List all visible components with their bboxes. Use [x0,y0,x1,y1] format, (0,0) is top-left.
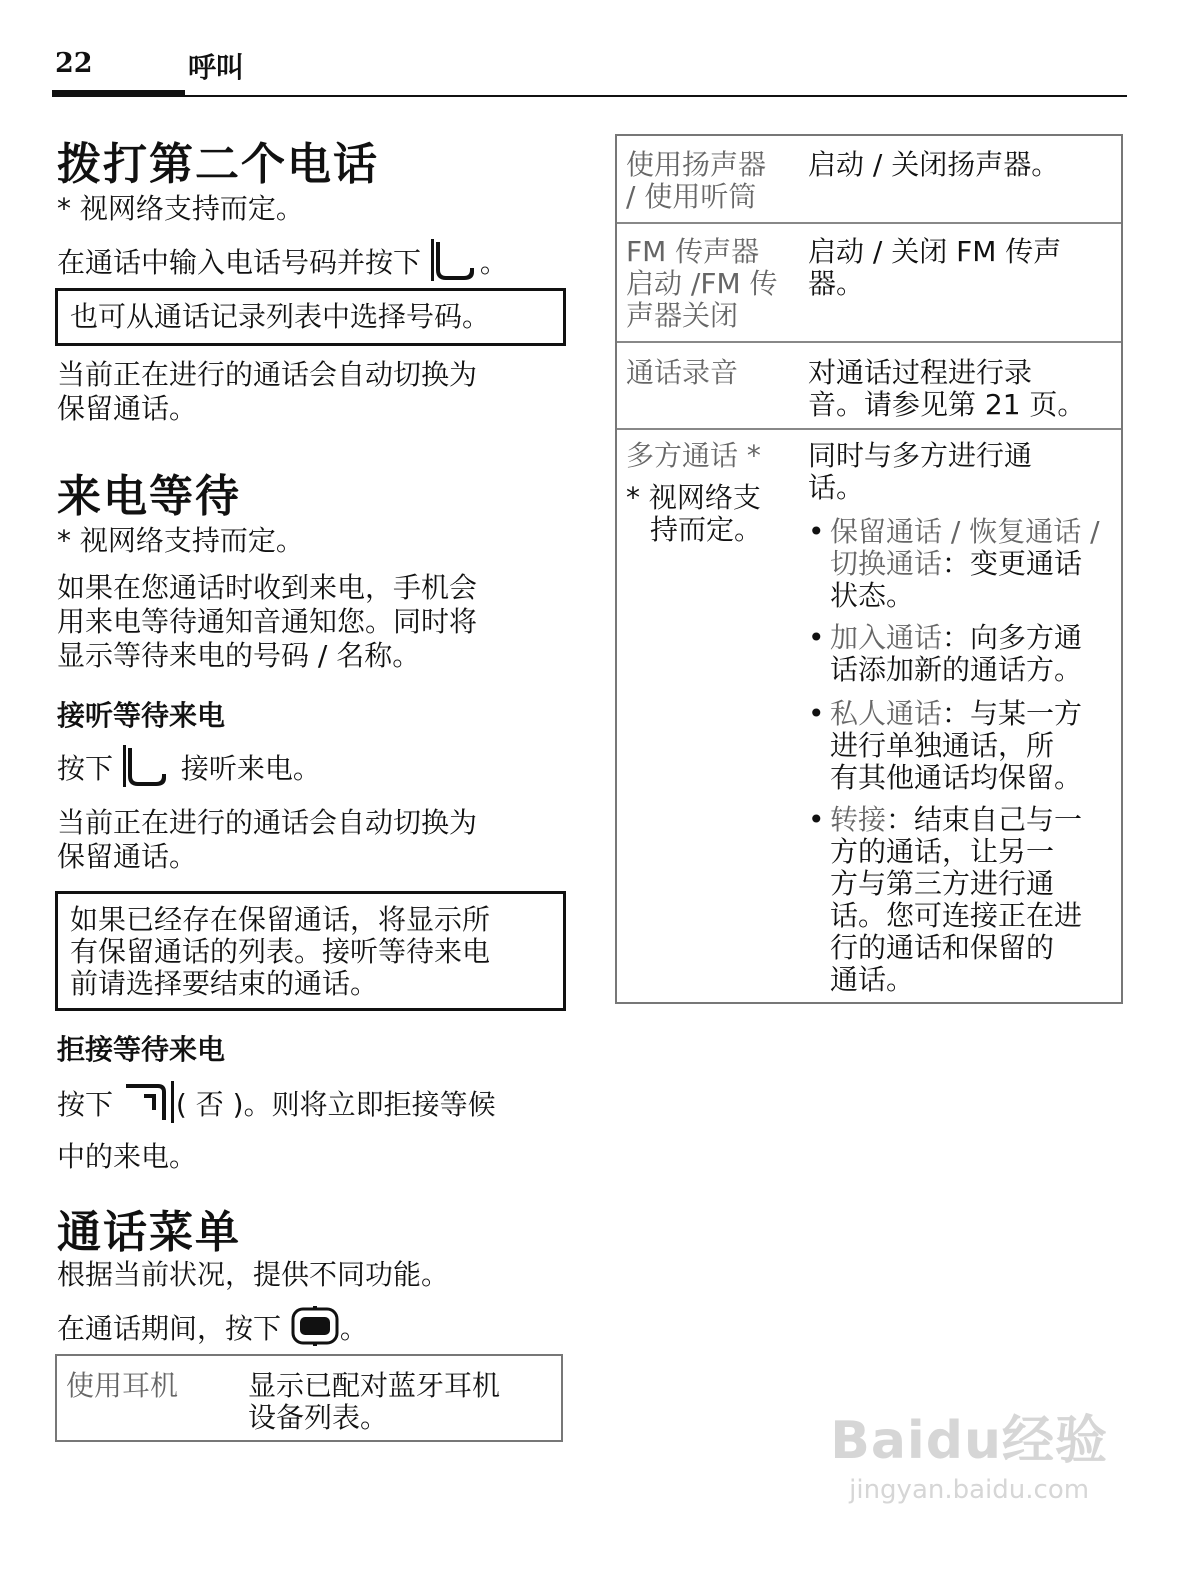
bullet-term: 加入通话 [830,621,943,654]
bullet-text: 话添加新的通话方。 [830,653,1083,686]
answer-instruction-end: 接听来电。 [180,752,321,785]
para-line: 当前正在进行的通话会自动切换为 [57,806,478,839]
auto-hold-para-1 [57,358,477,426]
table-row-conference [617,430,1121,1002]
running-head: 呼叫 [188,51,245,84]
reject-instruction-end: ( 否 )。则将立即拒接等候 [175,1088,496,1121]
para-line: 保留通话。 [57,392,198,425]
baidu-watermark [830,1398,1108,1505]
record-label: 通话录音 [626,356,739,389]
section-title-call-waiting: 来电等待 [57,471,241,522]
dial-instruction-text: 在通话中输入电话号码并按下 [57,246,422,279]
reject-instruction [57,1080,496,1174]
para-line: 用来电等待通知音通知您。同时将 [57,605,478,638]
section-title-second-call: 拨打第二个电话 [57,139,379,190]
network-note: * 视网络支持而定。 [57,524,304,557]
note-box-held-calls [55,891,566,1011]
desc-line: 显示已配对蓝牙耳机 [248,1369,501,1402]
bullet-term: 切换通话 [830,547,943,580]
note-line: 如果已经存在保留通话，将显示所 [70,903,491,936]
note-line: 前请选择要结束的通话。 [70,967,379,1000]
headset-desc [248,1370,500,1434]
call-menu-intro: 根据当前状况，提供不同功能。 [57,1258,450,1291]
note-line: 有保留通话的列表。接听等待来电 [70,935,491,968]
para-line: 如果在您通话时收到来电，手机会 [57,571,478,604]
header-rule [52,95,1127,97]
answer-instruction [57,744,321,796]
bullet-text: ：变更通话 [942,547,1083,580]
bullet-transfer [808,803,1083,996]
bullet-hold-resume-swap [808,515,1100,612]
desc-line: 话。 [808,471,865,504]
label-line: 声器关闭 [626,299,739,332]
bullet-text: 有其他通话均保留。 [830,761,1083,794]
section-title-call-menu: 通话菜单 [57,1207,241,1258]
bullet-text: ：结束自己与一 [886,803,1083,836]
call-key-icon [122,744,172,796]
end-key-icon [122,1080,176,1132]
bullet-text: 方的通话，让另一 [830,835,1055,868]
fm-label [626,236,778,332]
dial-instruction-end: 。 [479,246,508,279]
call-menu-table [615,134,1123,1004]
call-key-icon [430,238,480,290]
network-note: * 视网络支持而定。 [57,192,304,225]
bullet-text: 状态。 [830,579,915,612]
desc-line: 同时与多方进行通 [808,439,1033,472]
bullet-term: 保留通话 / 恢复通话 / [830,515,1100,548]
bullet-text: 方与第三方进行通 [830,867,1055,900]
menu-key-instruction [57,1306,368,1354]
note-line: 持而定。 [650,513,763,546]
bullet-text: 进行单独通话，所 [830,729,1055,762]
note-line: * 视网络支 [626,481,761,514]
bullet-join-call [808,621,1083,686]
conference-intro [808,440,1032,504]
headset-table [55,1354,563,1442]
label-line: FM 传声器 [626,235,760,268]
bullet-text: ：与某一方 [942,697,1083,730]
bullet-term: 私人通话 [830,697,943,730]
menu-instruction-text: 在通话期间，按下 [57,1312,282,1345]
auto-hold-para-2 [57,806,477,874]
fm-desc [808,236,1061,300]
conference-label: 多方通话 * [626,439,761,472]
table-row [617,343,1121,430]
menu-instruction-end: 。 [339,1312,368,1345]
page-number: 22 [55,48,93,79]
bullet-text: 行的通话和保留的 [830,931,1055,964]
reject-instruction-line2: 中的来电。 [57,1140,198,1173]
table-row [617,224,1121,343]
headset-label: 使用耳机 [66,1369,179,1402]
bullet-dot: • [808,621,825,654]
note-box-call-log: 也可从通话记录列表中选择号码。 [55,288,566,346]
bullet-dot: • [808,515,825,548]
label-line: / 使用听筒 [626,180,757,213]
bullet-text: ：向多方通 [942,621,1083,654]
subheading-reject-waiting: 拒接等待来电 [57,1033,226,1066]
desc-line: 音。请参见第 21 页。 [808,388,1086,421]
desc-line: 对通话过程进行录 [808,356,1033,389]
subheading-answer-waiting: 接听等待来电 [57,699,226,732]
answer-instruction-text: 按下 [57,752,114,785]
bullet-text: 话。您可连接正在进 [830,899,1083,932]
speaker-desc: 启动 / 关闭扬声器。 [808,148,1060,181]
bullet-term: 转接 [830,803,887,836]
bullet-dot: • [808,803,825,836]
desc-line: 设备列表。 [248,1401,389,1434]
menu-key-icon [290,1306,340,1354]
watermark-main: Baidu经验 [830,1411,1108,1471]
bullet-private-call [808,697,1083,794]
record-desc [808,357,1085,421]
speaker-label [626,149,766,213]
label-line: 使用扬声器 [626,148,767,181]
watermark-sub: jingyan.baidu.com [849,1475,1090,1505]
table-row [617,136,1121,224]
call-waiting-para [57,571,477,673]
desc-line: 器。 [808,267,865,300]
bullet-dot: • [808,697,825,730]
para-line: 保留通话。 [57,840,198,873]
label-line: 启动 /FM 传 [626,267,778,300]
dial-instruction [57,238,508,290]
para-line: 显示等待来电的号码 / 名称。 [57,639,421,672]
reject-instruction-text: 按下 [57,1088,114,1121]
bullet-text: 通话。 [830,963,915,996]
desc-line: 启动 / 关闭 FM 传声 [808,235,1062,268]
para-line: 当前正在进行的通话会自动切换为 [57,358,478,391]
conference-network-note [626,482,786,546]
